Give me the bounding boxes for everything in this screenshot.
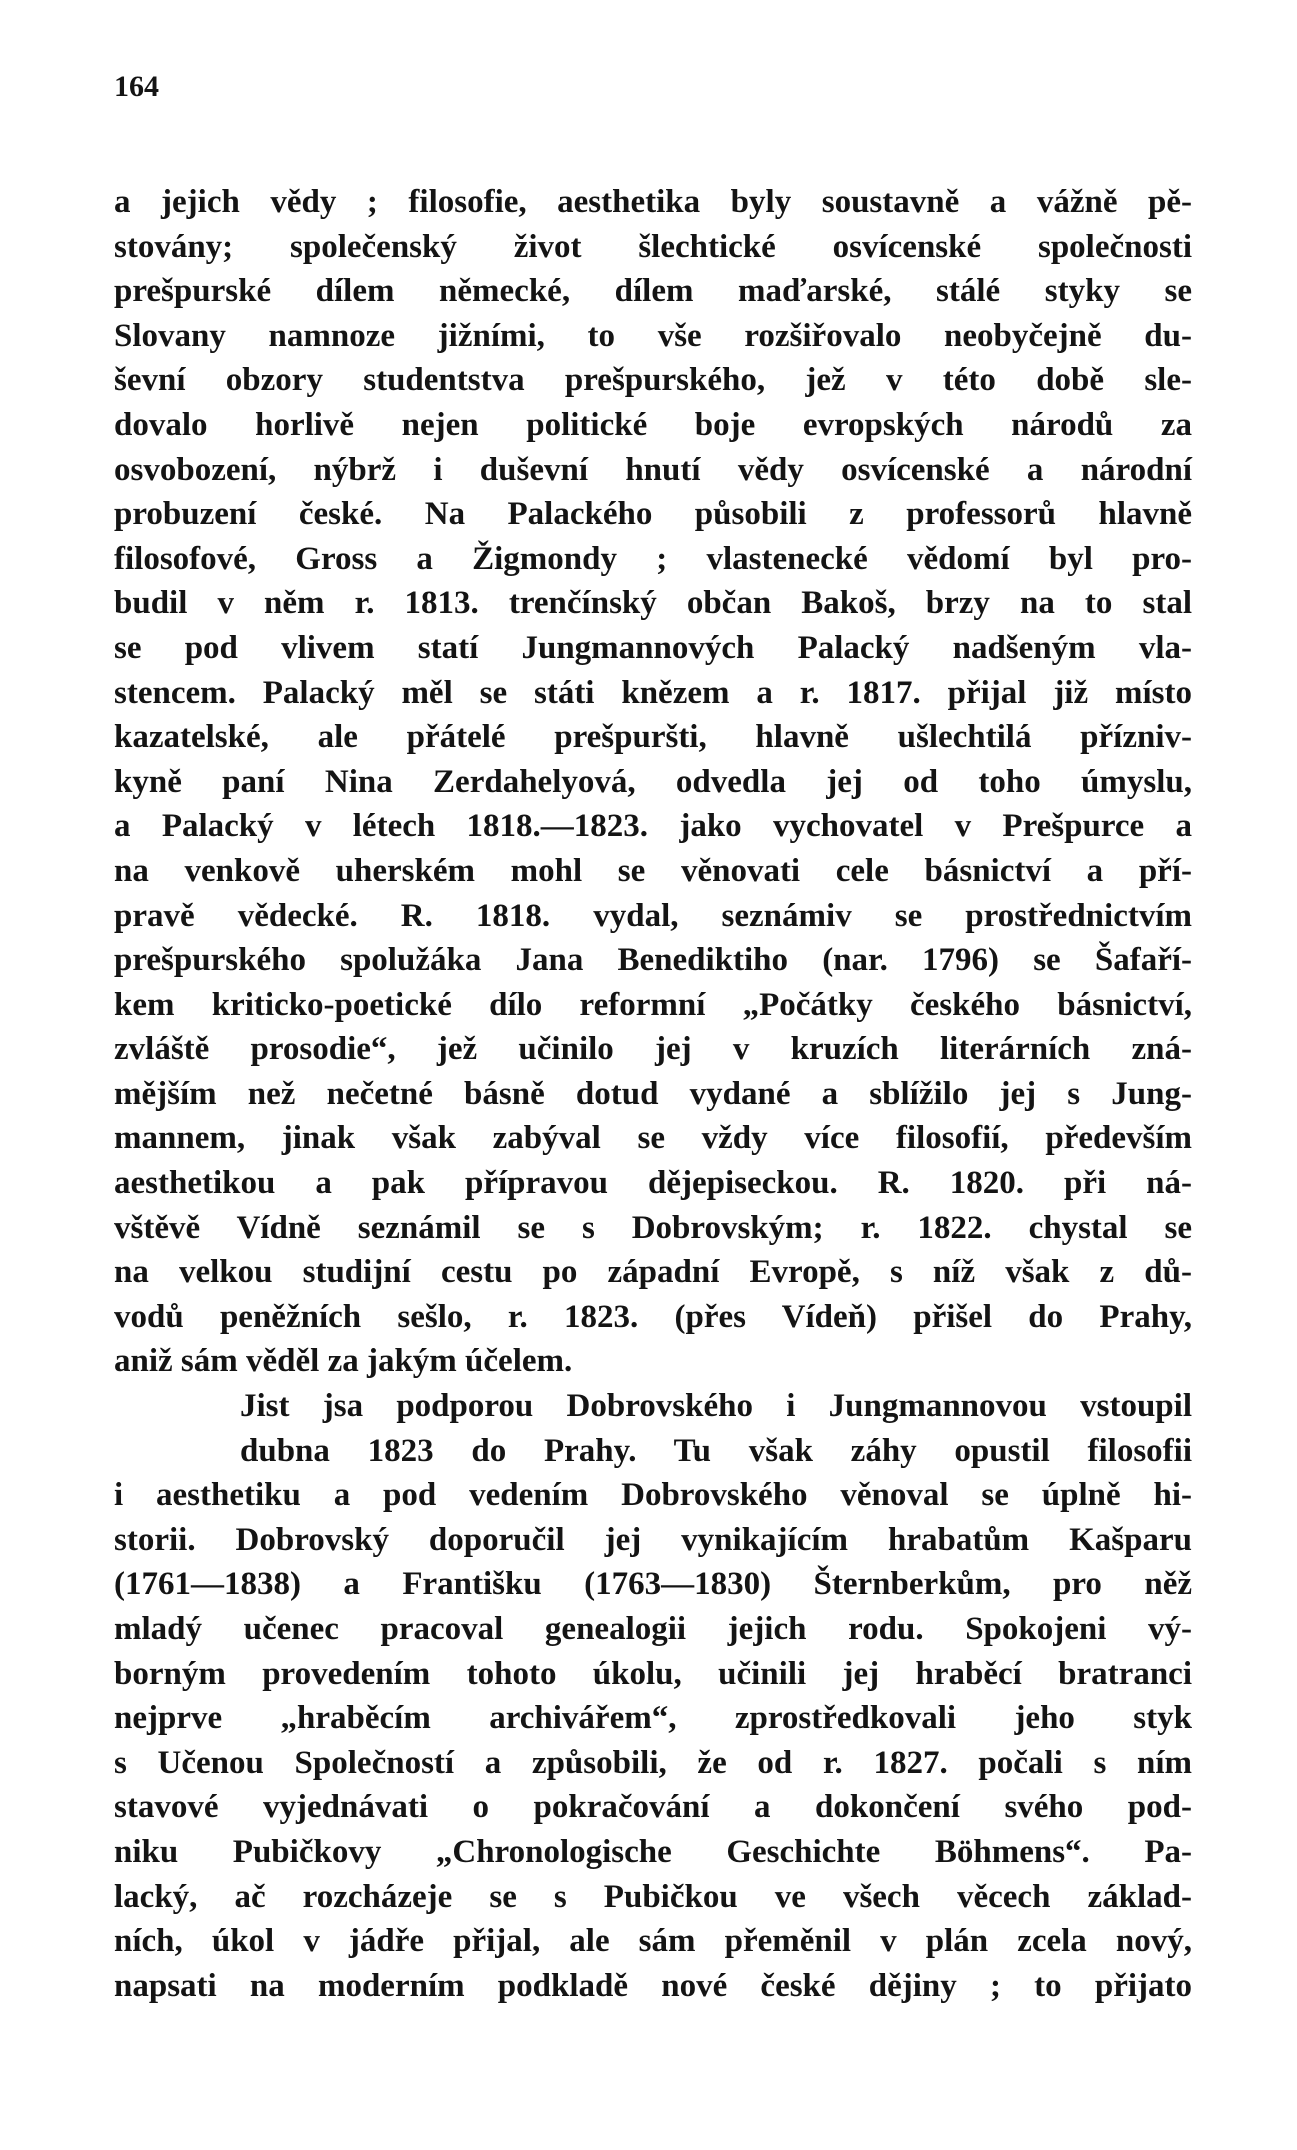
text-line: na velkou studijní cestu po západní Evropě, s níž však z dů-: [114, 1254, 1192, 1291]
text-line: a jejich vědy ; filosofie, aesthetika byly soustavně a vážně pě-: [114, 184, 1192, 220]
text-line: storii. Dobrovský doporučil jej vynikajícím hrabatům Kašparu: [114, 1521, 1192, 1558]
text-line: osvobození, nýbrž i duševní hnutí vědy osvícenské a národní: [114, 451, 1192, 488]
text-line: stavové vyjednávati o pokračování a dokončení svého pod-: [114, 1789, 1192, 1826]
text-line: vštěvě Vídně seznámil se s Dobrovským; r. 1822. chystal se: [114, 1209, 1192, 1246]
text-line: mannem, jinak však zabýval se vždy více filosofií, především: [114, 1120, 1192, 1157]
paragraph-end-line: aniž sám věděl za jakým účelem.: [114, 1343, 573, 1380]
text-line: ševní obzory studentstva prešpurského, jež v této době sle-: [114, 362, 1192, 399]
text-line: a Palacký v létech 1818.—1823. jako vychovatel v Prešpurce a: [114, 808, 1192, 845]
text-line: Slovany namnoze jižními, to vše rozšiřovalo neobyčejně du-: [114, 317, 1192, 354]
text-line: budil v něm r. 1813. trenčínský občan Bakoš, brzy na to stal: [114, 585, 1192, 622]
text-line: i aesthetiku a pod vedením Dobrovského věnoval se úplně hi-: [114, 1477, 1192, 1514]
text-line: napsati na moderním podkladě nové české dějiny ; to přijato: [114, 1967, 1192, 2004]
text-line: kyně paní Nina Zerdahelyová, odvedla jej od toho úmyslu,: [114, 763, 1192, 800]
text-line: nejprve „hraběcím archivářem“, zprostředkovali jeho styk: [114, 1700, 1192, 1737]
page-text: [114, 180, 1192, 2008]
text-line: mladý učenec pracoval genealogii jejich rodu. Spokojeni vý-: [114, 1611, 1192, 1647]
text-line: stencem. Palacký měl se státi knězem a r. 1817. přijal již místo: [114, 674, 1192, 711]
text-line: ních, úkol v jádře přijal, ale sám přeměnil v plán zcela nový,: [114, 1923, 1192, 1960]
text-line: lacký, ač rozcházeje se s Pubičkou ve všech věcech základ-: [114, 1878, 1192, 1915]
text-line: prešpurské dílem německé, dílem maďarské, stálé styky se: [114, 273, 1192, 310]
text-line: prešpurského spolužáka Jana Benediktiho (nar. 1796) se Šafaří-: [114, 942, 1192, 979]
text-line: borným provedením tohoto úkolu, učinili jej hraběcí bratranci: [114, 1655, 1192, 1692]
text-line: zvláště prosodie“, jež učinilo jej v kruzích literárních zná-: [114, 1031, 1192, 1068]
paragraph-start-line: Jist jsa podporou Dobrovského i Jungmannovou vstoupil: [240, 1388, 1192, 1425]
text-line: na venkově uherském mohl se věnovati cele básnictví a pří-: [114, 852, 1192, 889]
text-line: dubna 1823 do Prahy. Tu však záhy opustil filosofii: [240, 1432, 1192, 1469]
text-line: filosofové, Gross a Žigmondy ; vlastenecké vědomí byl pro-: [114, 540, 1192, 577]
text-line: aesthetikou a pak přípravou dějepiseckou. R. 1820. při ná-: [114, 1165, 1192, 1202]
text-line: dovalo horlivě nejen politické boje evropských národů za: [114, 406, 1192, 443]
text-line: mějším než nečetné básně dotud vydané a sblížilo jej s Jung-: [114, 1075, 1192, 1112]
page-number: 164: [114, 70, 159, 103]
text-line: (1761—1838) a Františku (1763—1830) Šternberkům, pro něž: [114, 1566, 1192, 1603]
text-line: se pod vlivem statí Jungmannových Palacký nadšeným vla-: [114, 629, 1192, 666]
text-line: probuzení české. Na Palackého působili z professorů hlavně: [114, 496, 1192, 533]
text-line: vodů peněžních sešlo, r. 1823. (přes Vídeň) přišel do Prahy,: [114, 1298, 1192, 1335]
text-line: stovány; společenský život šlechtické osvícenské společnosti: [114, 228, 1192, 265]
text-line: niku Pubičkovy „Chronologische Geschichte Böhmens“. Pa-: [114, 1833, 1192, 1870]
text-line: kazatelské, ale přátelé prešpuršti, hlavně ušlechtilá přízniv-: [114, 719, 1192, 756]
text-line: s Učenou Společností a způsobili, že od r. 1827. počali s ním: [114, 1744, 1192, 1781]
text-line: pravě vědecké. R. 1818. vydal, seznámiv se prostřednictvím: [114, 897, 1192, 934]
text-line: kem kriticko-poetické dílo reformní „Počátky českého básnictví,: [114, 986, 1192, 1023]
